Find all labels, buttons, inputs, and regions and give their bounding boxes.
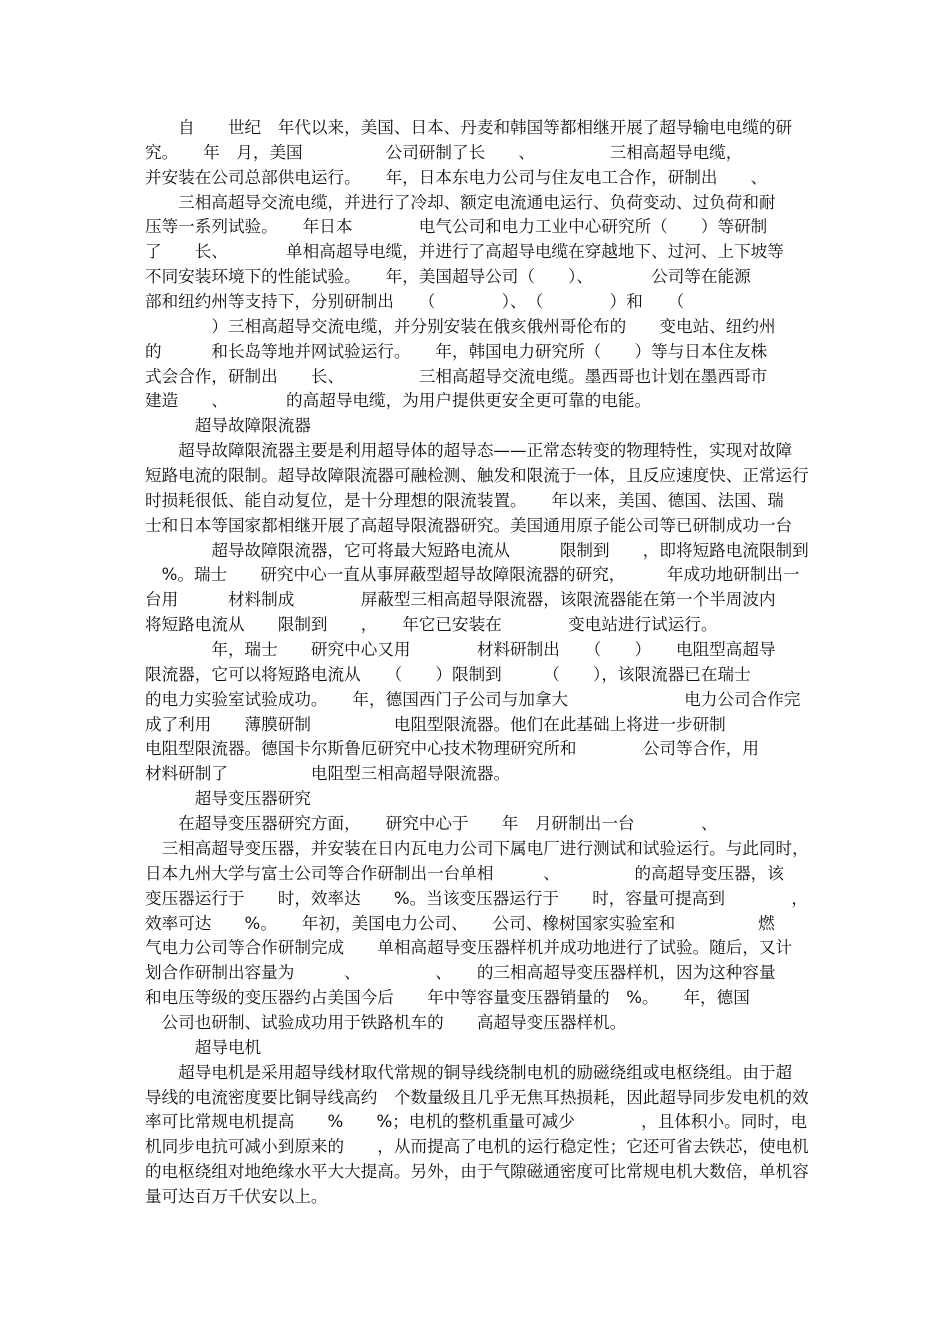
text-line: 不同安装环境下的性能试验。 年，美国超导公司（ ）、 公司等在能源 (145, 267, 751, 287)
document-body (145, 116, 825, 1210)
text-line: 超导电机是采用超导线材取代常规的铜导线绕制电机的励磁绕组或电枢绕组。由于超 (145, 1062, 793, 1082)
text-line: 变压器运行于 时，效率达 %。当该变压器运行于 时，容量可提高到 ， (145, 888, 808, 908)
text-line: 超导故障限流器，它可将最大短路电流从 限制到 ，即将短路电流限制到 (145, 540, 809, 560)
text-line: 超导故障限流器主要是利用超导体的超导态——正常态转变的物理特性，实现对故障 (145, 441, 793, 461)
text-line: 效率可达 %。 年初，美国电力公司、 公司、橡树国家实验室和 燃 (145, 913, 775, 933)
text-line: 划合作研制出容量为 、 、 的三相高超导变压器样机，因为这种容量 (145, 963, 776, 983)
text-line: 式会合作，研制出 长、 三相高超导交流电缆。墨西哥也计划在墨西哥市 (145, 366, 768, 386)
text-line: 限流器，它可以将短路电流从 （ ）限制到 （ ），该限流器已在瑞士 (145, 664, 751, 684)
section-heading: 超导变压器研究 (145, 789, 311, 809)
text-line: 时损耗很低、能自动复位，是十分理想的限流装置。 年以来，美国、德国、法国、瑞 (145, 490, 784, 510)
text-line: 机同步电抗可减小到原来的 ，从而提高了电机的运行稳定性；它还可省去铁芯，使电机 (145, 1137, 809, 1157)
text-line: 率可比常规电机提高 % %；电机的整机重量可减少 ，且体积小。同时，电 (145, 1112, 808, 1132)
text-line: 短路电流的限制。超导故障限流器可融检测、触发和限流于一体，且反应速度快、正常运行 (145, 466, 809, 486)
text-line: 并安装在公司总部供电运行。 年，日本东电力公司与住友电工合作，研制出 、 (145, 167, 768, 187)
text-line: 公司也研制、试验成功用于铁路机车的 高超导变压器样机。 (145, 1012, 627, 1032)
text-line: 材料研制了 电阻型三相高超导限流器。 (145, 764, 511, 784)
text-line: 导线的电流密度要比铜导线高约 个数量级且几乎无焦耳热损耗，因此超导同步发电机的效 (145, 1087, 809, 1107)
text-line: 和电压等级的变压器约占美国今后 年中等容量变压器销量的 %。 年，德国 (145, 988, 750, 1008)
text-line: 了 长、 单相高超导电缆，并进行了高超导电缆在穿越地下、过河、上下坡等 (145, 242, 784, 262)
text-line: 年，瑞士 研究中心又用 材料研制出 （ ） 电阻型高超导 (145, 640, 776, 660)
text-line: 三相高超导变压器，并安装在日内瓦电力公司下属电厂进行测试和试验运行。与此同时， (145, 838, 809, 858)
text-line: 建造 、 的高超导电缆，为用户提供更安全更可靠的电能。 (145, 391, 652, 411)
text-line: %。瑞士 研究中心一直从事屏蔽型超导故障限流器的研究， 年成功地研制出一 (145, 565, 800, 585)
text-line: 三相高超导交流电缆，并进行了冷却、额定电流通电运行、负荷变动、过负荷和耐 (145, 192, 776, 212)
text-line: 的电力实验室试验成功。 年，德国西门子公司与加拿大 电力公司合作完 (145, 689, 801, 709)
text-line: 日本九州大学与富士公司等合作研制出一台单相 、 的高超导变压器，该 (145, 863, 784, 883)
text-line: 在超导变压器研究方面， 研究中心于 年 月研制出一台 、 (145, 814, 718, 834)
text-line: 的电枢绕组对地绝缘水平大大提高。另外，由于气隙磁通密度可比常规电机大数倍，单机容 (145, 1162, 809, 1182)
text-line: 电阻型限流器。德国卡尔斯鲁厄研究中心技术物理研究所和 公司等合作，用 (145, 739, 759, 759)
section-heading: 超导故障限流器 (145, 416, 311, 436)
text-line: 究。 年 月，美国 公司研制了长 、 三相高超导电缆， (145, 142, 743, 162)
text-line: 士和日本等国家都相继开展了高超导限流器研究。美国通用原子能公司等已研制成功一台 (145, 515, 793, 535)
text-line: 成了利用 薄膜研制 电阻型限流器。他们在此基础上将进一步研制 (145, 714, 726, 734)
text-line: 台用 材料制成 屏蔽型三相高超导限流器，该限流器能在第一个半周波内 (145, 590, 776, 610)
text-line: 气电力公司等合作研制完成 单相高超导变压器样机并成功地进行了试验。随后，又计 (145, 938, 793, 958)
text-line: 自 世纪 年代以来，美国、日本、丹麦和韩国等都相继开展了超导输电电缆的研 (145, 118, 793, 137)
text-line: 压等一系列试验。 年日本 电气公司和电力工业中心研究所（ ）等研制 (145, 217, 768, 237)
text-line: 量可达百万千伏安以上。 (145, 1186, 328, 1206)
text-line: 将短路电流从 限制到 ， 年它已安装在 变电站进行试运行。 (145, 615, 718, 635)
text-line: 部和纽约州等支持下，分别研制出 （ ）、 （ ）和 （ (145, 292, 685, 312)
section-heading: 超导电机 (145, 1037, 262, 1057)
text-line: 的 和长岛等地并网试验运行。 年，韩国电力研究所（ ）等与日本住友株 (145, 341, 768, 361)
text-line: ）三相高超导交流电缆，并分别安装在俄亥俄州哥伦布的 变电站、纽约州 (145, 316, 776, 336)
